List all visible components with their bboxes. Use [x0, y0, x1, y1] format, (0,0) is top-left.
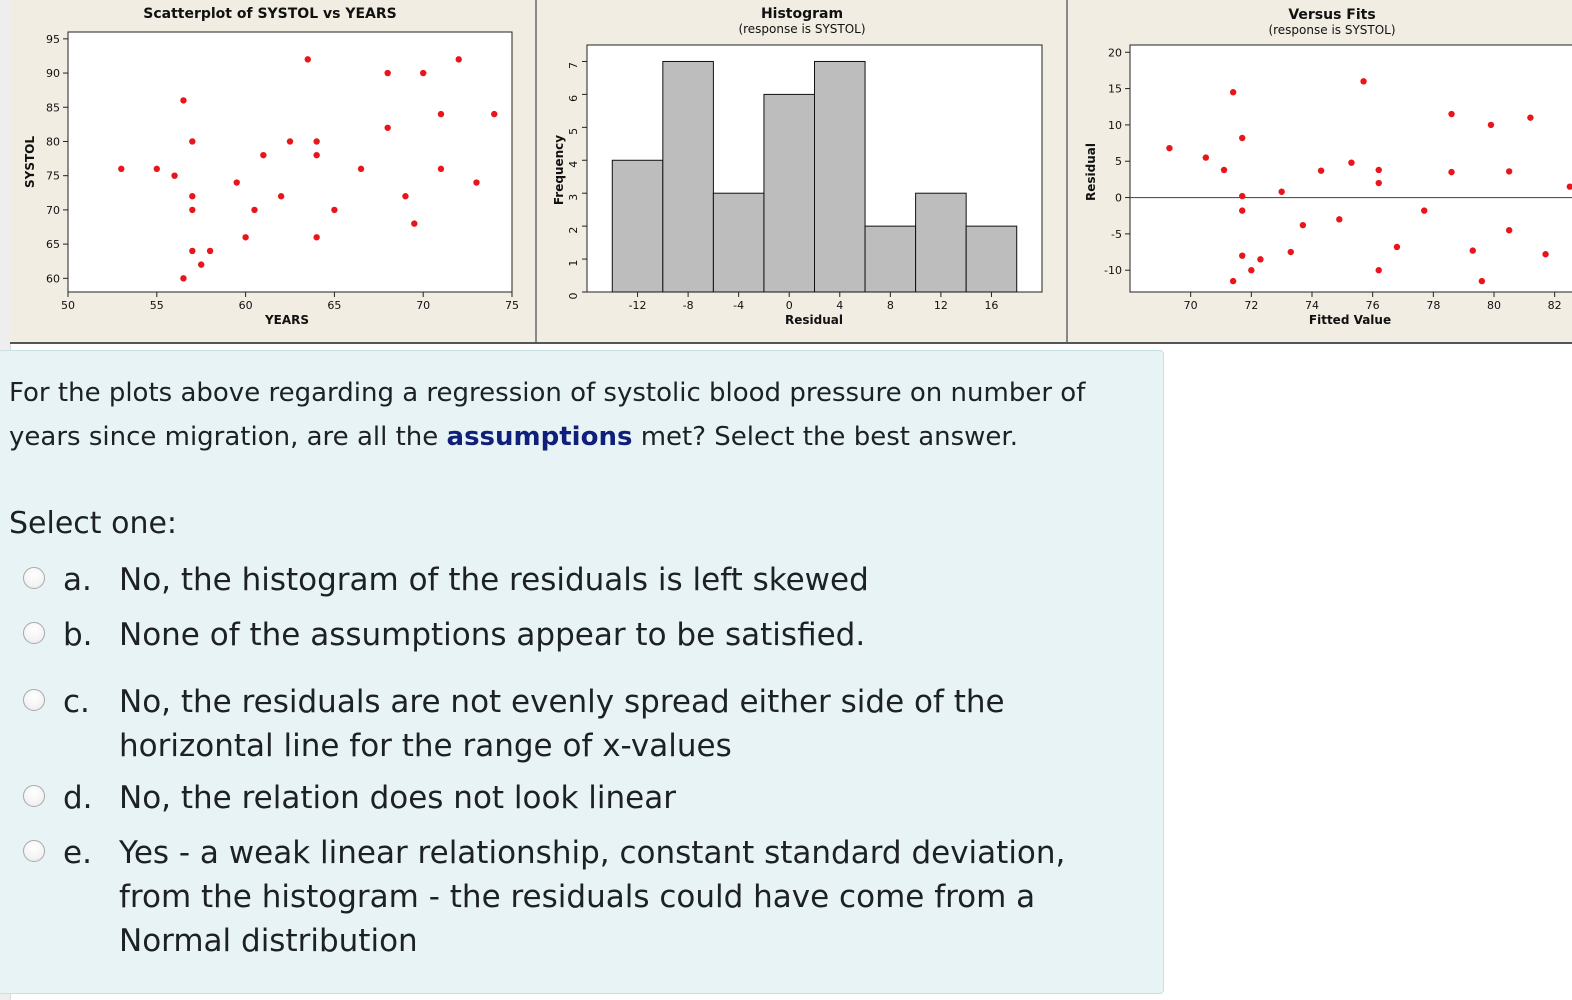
scatter-y-tick-label: 70 [46, 203, 60, 217]
scatter-point [260, 152, 266, 158]
histogram-x-tick-label: -12 [628, 299, 647, 312]
scatter-point [154, 166, 160, 172]
scatter-point [189, 248, 195, 254]
versus-fits-x-tick-label: 78 [1426, 299, 1441, 312]
histogram-x-tick-label: 0 [785, 299, 793, 312]
histogram-y-tick-label: 3 [567, 193, 580, 201]
question-highlight: assumptions [446, 422, 633, 452]
charts-svg [10, 0, 1572, 342]
histogram-bar [865, 226, 916, 292]
scatter-point [313, 234, 319, 240]
histogram-x-tick-label: -8 [682, 299, 694, 312]
histogram-y-label: Frequency [552, 134, 566, 206]
versus-fits-point [1288, 249, 1294, 255]
scatter-point [313, 138, 319, 144]
versus-fits-point [1239, 135, 1245, 141]
versus-fits-title: Versus Fits [1288, 7, 1376, 23]
versus-fits-point [1394, 244, 1400, 250]
scatter-x-tick-label: 70 [416, 299, 431, 312]
histogram-bar [916, 193, 967, 292]
panel-divider [535, 0, 537, 342]
scatter-point [438, 166, 444, 172]
scatter-x-tick-label: 60 [238, 299, 253, 312]
scatter-point [180, 97, 186, 103]
histogram-x-tick-label: 8 [886, 299, 894, 312]
versus-fits-y-tick-label: 10 [1108, 118, 1122, 132]
versus-fits-x-tick-label: 72 [1244, 299, 1259, 312]
versus-fits-point [1479, 278, 1485, 284]
histogram-y-tick-label: 0 [567, 292, 580, 300]
versus-fits-x-tick-label: 80 [1487, 299, 1501, 312]
histogram-bar [612, 160, 663, 292]
versus-fits-point [1300, 222, 1306, 228]
question-panel [0, 350, 1164, 994]
scatter-point [491, 111, 497, 117]
versus-fits-point [1278, 189, 1284, 195]
scatter-y-tick-label: 85 [46, 101, 60, 115]
scatter-x-tick-label: 55 [149, 299, 164, 312]
versus-fits-point [1257, 256, 1263, 262]
option-b-radio[interactable] [23, 622, 45, 644]
option-a-radio[interactable] [23, 567, 45, 589]
option-d-letter: d. [63, 780, 93, 816]
scatter-y-tick-label: 95 [46, 32, 60, 46]
histogram-y-tick-label: 5 [567, 127, 580, 135]
versus-fits-point [1506, 227, 1512, 233]
histogram-x-tick-label: 4 [836, 299, 844, 312]
histogram-x-label: Residual [785, 313, 843, 327]
versus-fits-point [1203, 154, 1209, 160]
versus-fits-point [1239, 252, 1245, 258]
scatter-y-tick-label: 60 [46, 272, 60, 286]
versus-fits-point [1239, 193, 1245, 199]
scatter-point [305, 56, 311, 62]
option-b-text[interactable]: None of the assumptions appear to be satisfied. [119, 617, 866, 653]
versus-fits-plot-frame [1130, 45, 1572, 292]
select-one-label: Select one: [9, 506, 178, 541]
scatter-y-label: SYSTOL [23, 135, 37, 189]
scatter-y-tick-label: 90 [46, 67, 60, 81]
versus-fits-point [1166, 145, 1172, 151]
versus-fits-point [1360, 78, 1366, 84]
scatter-point [456, 56, 462, 62]
versus-fits-point [1239, 207, 1245, 213]
histogram-y-tick-label: 6 [567, 94, 580, 102]
histogram-title: Histogram [760, 6, 844, 22]
histogram-bar [663, 61, 714, 292]
versus-fits-point [1318, 167, 1324, 173]
question-text-part: For the plots above regarding a regression of systolic blood pressure on number of years since migration, are all the [9, 378, 1086, 452]
option-b-letter: b. [63, 617, 93, 653]
scatter-point [171, 172, 177, 178]
scatter-point [420, 70, 426, 76]
scatter-y-tick-label: 75 [46, 169, 60, 183]
scatter-point [313, 152, 319, 158]
versus-fits-point [1248, 267, 1254, 273]
versus-fits-y-tick-label: -5 [1111, 227, 1122, 241]
versus-fits-x-label: Fitted Value [1308, 313, 1392, 327]
versus-fits-x-tick-label: 74 [1305, 299, 1319, 312]
scatter-point [251, 207, 257, 213]
histogram-bar [815, 61, 866, 292]
versus-fits-point [1542, 251, 1548, 257]
question-text [9, 371, 1119, 459]
versus-fits-x-tick-label: 76 [1365, 299, 1380, 312]
scatter-x-tick-label: 65 [327, 299, 342, 312]
scatter-y-tick-label: 65 [46, 238, 60, 252]
versus-fits-point [1376, 180, 1382, 186]
histogram-y-tick-label: 1 [567, 259, 580, 267]
scatter-point [331, 207, 337, 213]
scatter-point [207, 248, 213, 254]
question-text-part: met? Select the best answer. [632, 422, 1018, 452]
versus-fits-point [1376, 267, 1382, 273]
versus-fits-point [1470, 247, 1476, 253]
scatter-point [438, 111, 444, 117]
histogram-bar [966, 226, 1017, 292]
versus-fits-y-tick-label: 15 [1108, 82, 1122, 96]
versus-fits-point [1421, 207, 1427, 213]
scatter-point [287, 138, 293, 144]
scatter-point [384, 70, 390, 76]
scatter-x-tick-label: 75 [505, 299, 519, 312]
histogram-x-tick-label: 12 [933, 299, 948, 312]
scatter-point [118, 166, 124, 172]
histogram-x-tick-label: -4 [733, 299, 745, 312]
versus-fits-subtitle: (response is SYSTOL) [1268, 23, 1396, 37]
histogram-y-tick-label: 4 [567, 160, 580, 168]
scatter-x-tick-label: 50 [61, 299, 75, 312]
scatter-point [278, 193, 284, 199]
versus-fits-point [1348, 159, 1354, 165]
versus-fits-point [1448, 169, 1454, 175]
versus-fits-point [1527, 114, 1533, 120]
scatter-x-label: YEARS [264, 313, 310, 327]
versus-fits-y-tick-label: -10 [1104, 264, 1122, 278]
scatter-plot-frame [68, 32, 512, 292]
versus-fits-point [1448, 111, 1454, 117]
histogram-subtitle: (response is SYSTOL) [738, 22, 866, 36]
versus-fits-y-tick-label: 0 [1115, 191, 1122, 205]
histogram-y-tick-label: 7 [567, 61, 580, 69]
scatter-point [198, 261, 204, 267]
option-c-letter: c. [63, 684, 90, 720]
option-e-letter: e. [63, 835, 92, 871]
scatter-point [384, 125, 390, 131]
scatter-point [402, 193, 408, 199]
scatter-point [189, 207, 195, 213]
versus-fits-y-tick-label: 20 [1108, 46, 1122, 60]
scatter-point [189, 138, 195, 144]
option-c-text[interactable]: No, the residuals are not evenly spread either side of the horizontal line for the range of x-values [119, 684, 1005, 764]
versus-fits-point [1230, 89, 1236, 95]
versus-fits-y-tick-label: 5 [1115, 155, 1122, 169]
option-e-radio[interactable] [23, 840, 45, 862]
histogram-bar [713, 193, 764, 292]
scatter-point [411, 220, 417, 226]
scatter-point [189, 193, 195, 199]
versus-fits-point [1336, 216, 1342, 222]
versus-fits-x-tick-label: 82 [1547, 299, 1562, 312]
option-a-text[interactable]: No, the histogram of the residuals is left skewed [119, 562, 869, 598]
versus-fits-point [1230, 278, 1236, 284]
versus-fits-x-tick-label: 70 [1183, 299, 1198, 312]
versus-fits-point [1488, 122, 1494, 128]
option-d-radio[interactable] [23, 785, 45, 807]
option-c-radio[interactable] [23, 689, 45, 711]
versus-fits-point [1506, 168, 1512, 174]
panel-divider [1066, 0, 1068, 342]
scatter-y-tick-label: 80 [46, 135, 60, 149]
option-a-letter: a. [63, 562, 92, 598]
histogram-y-tick-label: 2 [567, 226, 580, 234]
scatter-point [358, 166, 364, 172]
scatter-title: Scatterplot of SYSTOL vs YEARS [143, 6, 397, 22]
regression-plots-figure [10, 0, 1572, 344]
histogram-x-tick-label: 16 [984, 299, 999, 312]
option-d-text[interactable]: No, the relation does not look linear [119, 780, 676, 816]
scatter-point [180, 275, 186, 281]
histogram-bar [764, 94, 815, 292]
scatter-point [473, 179, 479, 185]
scatter-point [242, 234, 248, 240]
versus-fits-point [1221, 167, 1227, 173]
scatter-point [234, 179, 240, 185]
option-e-text[interactable]: Yes - a weak linear relationship, constant standard deviation, from the histogram - the residuals could have come from a Normal distribution [119, 835, 1066, 959]
versus-fits-y-label: Residual [1084, 143, 1098, 201]
versus-fits-point [1376, 167, 1382, 173]
